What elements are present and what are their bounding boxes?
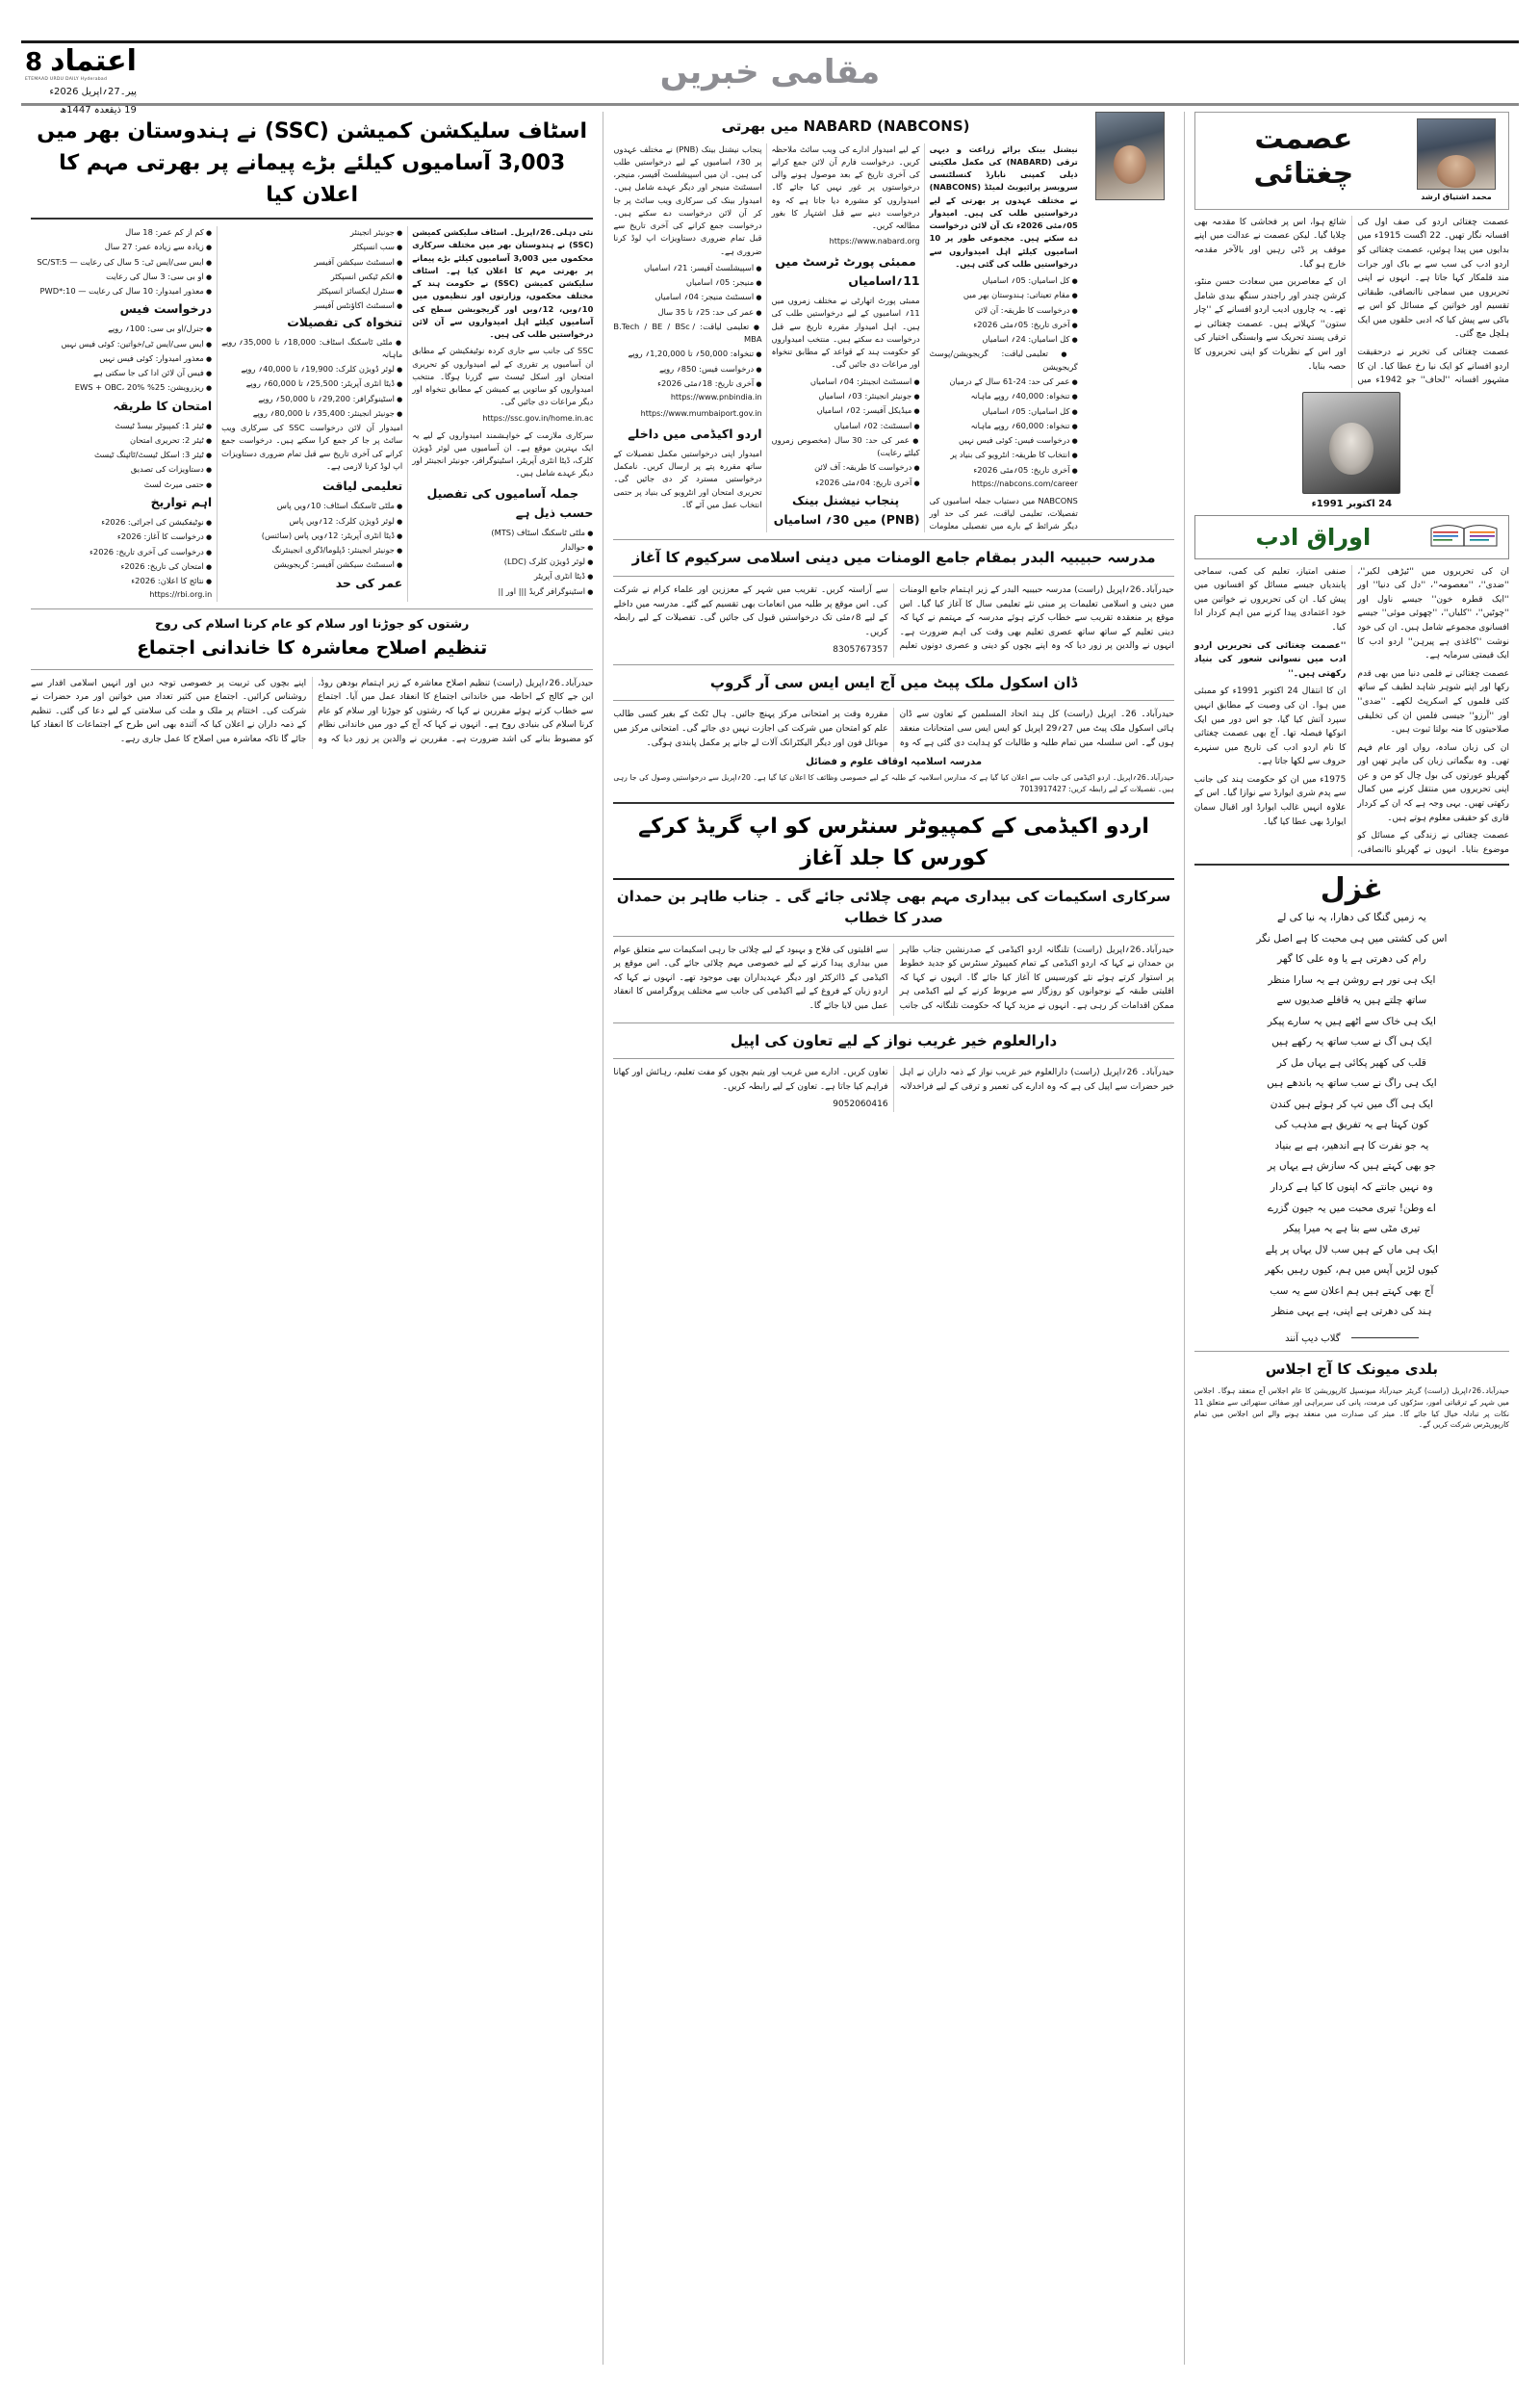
ismat-body-bottom: [1194, 565, 1509, 858]
ssc-para-1: سرکاری ملازمت کے خواہشمند امیدواروں کے لیے یہ ایک بہترین موقع ہے۔ ان آسامیوں میں لوئر ڈویژن کلرک، ڈیٹا انٹری آپریٹر، اسٹینوگرافر، جونیئر انجینئر اور دیگر عہدے شامل ہیں۔: [412, 429, 594, 479]
ismat-para-1: عصمت چغتائی کی تخریر نے درحقیقت اردو افسانے کو ایک نیا رخ عطا کیا۔ ان کا مشہور افسانہ ''لحاف'' جو 1942ء میں شائع ہوا، اس پر فحاشی کا مقدمہ بھی چلایا گیا۔ لیکن عصمت نے عدالت میں اپنے موقف پر ڈٹی رہیں اور بالآخر مقدمہ خارج ہو گیا۔: [1194, 217, 1509, 386]
madrasa-headline: مدرسہ حبیبیہ البدر بمقام جامع الومنات میں دینی اسلامی سرکیوم کا آغاز: [631, 549, 1156, 567]
ssc-headline: اسٹاف سلیکشن کمیشن (SSC) نے ہندوستان بھر میں 3,003 آسامیوں کیلئے بڑے پیمانے پر بھرتی مہم کا اعلان کیا: [37, 119, 588, 207]
age-heading: عمر کی حد: [335, 575, 403, 590]
salary-item: ● ڈیٹا انٹری آپریٹر: 25,500؍ تا 60,000؍ روپے: [221, 377, 402, 390]
ghazal-line: ہند کی دھرتی ہے اپنی، ہے یہی منظر: [1271, 1306, 1432, 1318]
ghazal-line: ایک ہی آگ نے سب ساتھ یہ رکھے ہیں: [1271, 1036, 1432, 1048]
ismat-para-2: ان کے معاصرین میں سعادت حسن منٹو، کرشن چندر اور راجندر سنگھ بیدی شامل تھے۔ یہ چاروں ادیب اردو افسانے کے ''چار ستون'' کہلاتے ہیں۔ عصمت چغتائی نے ترقی پسند تحریک سے وابستگی اختیار کی اور اس کے نظریات کو اپنی تحریروں کا حصہ بنایا۔: [1194, 277, 1347, 372]
reform-body-text: حیدرآباد۔26؍اپریل (راست) تنظیم اصلاح معاشرہ کے زیر اہتمام بودھن روڈ، این جے کالج کے احاطہ میں خاندانی اجتماع کا انعقاد عمل میں آیا۔ اجتماع سے خطاب کرتے ہوئے مقررین نے کہا کہ رشتوں کو جوڑنا اور سلام کو عام کرنا اسلام کی بنیادی روح ہے۔ انہوں نے کہا کہ آج کے دور میں خاندانی نظام کو مضبوط بنانے کی اشد ضرورت ہے۔ مقررین نے والدین پر زور دیا کہ وہ اپنے بچوں کی تربیت پر خصوصی توجہ دیں اور انہیں اسلامی اقدار سے روشناس کرائیں۔ اجتماع میں کثیر تعداد میں خواتین اور مرد حضرات نے شرکت کی۔ اختتام پر ملک و ملت کی سلامتی کے لیے دعا کی گئی۔ تنظیم کے ذمہ داران نے اعلان کیا کہ آئندہ بھی اس طرح کے اجتماعات کا انعقاد کیا جائے گا تاکہ معاشرہ میں اصلاح کا عمل جاری رہے۔: [31, 678, 594, 744]
fee-item: ● ریزرویشن: 25% EWS + OBC، 20%: [31, 381, 212, 394]
ghazal-line: تیری مٹی سے بنا ہے یہ میرا پیکر: [1283, 1223, 1421, 1235]
salary-list: [221, 336, 402, 421]
nabard-bullet: ● انتخاب کا طریقہ: انٹرویو کی بنیاد پر: [930, 449, 1078, 461]
oraq-adab-text: اوراق ادب: [1255, 523, 1372, 551]
pnb-bullet: ● درخواست فیس: 850؍ روپے: [613, 363, 761, 375]
ghazal-line: وہ نہیں جانتے کہ اپنوں کا کیا ہے کردار: [1270, 1181, 1433, 1193]
page-number: 8: [25, 48, 43, 77]
pnb-body: پنجاب نیشنل بینک (PNB) نے مختلف عہدوں پر 30؍ اسامیوں کے لیے درخواستیں طلب کی ہیں۔ ان میں اسپیشلسٹ آفیسر، منیجر، اسسٹنٹ منیجر اور دیگر عہدے شامل ہیں۔ امیدوار بینک کی سرکاری ویب سائٹ پر جا کر آن لائن درخواست دے سکتے ہیں۔ درخواست جمع کرانے کی آخری تاریخ سے قبل تمام ضروری دستاویزات اپ لوڈ کرنا ضروری ہے۔: [613, 143, 762, 256]
masthead: [21, 40, 1519, 116]
ismat-para-0: عصمت چغتائی اردو کی صف اول کی افسانہ نگار تھیں۔ 22 اگست 1915ء میں بدایوں میں پیدا ہوئیں، عصمت چغتائی کو اردو ادب کی سب سے بے باک اور جرات مند قلمکار کہا جاتا ہے۔ انہوں نے اپنی تحریروں میں سماجی ناانصافی، طبقاتی تقسیم اور خواتین کے مسائل کو اس بے باکی سے پیش کیا کہ ادبی حلقوں میں ایک ہلچل مچ گئی۔: [1357, 217, 1509, 340]
brand-subtitle: ETEMAAD URDU DAILY Hyderabad: [25, 77, 108, 82]
port-body: ممبئی پورٹ اتھارٹی نے مختلف زمروں میں 11؍ اسامیوں کے لیے درخواستیں طلب کی ہیں۔ اہل امیدوار مقررہ تاریخ سے قبل درخواست دے سکتے ہیں۔ منتخب امیدواروں کو حکومت ہند کے قواعد کے مطابق تنخواہ اور مراعات دی جائیں گی۔: [771, 296, 920, 370]
exam-item: ● ٹیئر 1: کمپیوٹر بیسڈ ٹیسٹ: [31, 420, 212, 432]
nabard-subheading: NABARD (NABCONS) میں بھرتی: [721, 117, 970, 135]
urdu-academy-headline: اردو اکیڈمی کے کمپیوٹر سنٹرس کو اپ گریڈ کرکے کورس کا جلد آغاز: [613, 811, 1173, 880]
ghazal-line: اس کی کشتی میں ہی محبت کا ہے اصل نگر: [1256, 932, 1448, 945]
date-item: ● نوٹیفکیشن کی اجرائی: 2026ء: [31, 516, 212, 529]
dates-list: [31, 516, 212, 587]
vacancy-item: ● سنٹرل ایکسائز انسپکٹر: [221, 285, 402, 298]
vacancy-item: ● سب انسپکٹر: [221, 241, 402, 253]
column-right: [21, 112, 603, 2365]
dawn-body: [613, 708, 1173, 752]
ismat-portrait-caption: 24 اکتوبر 1991ء: [1311, 498, 1393, 509]
oraq-adab-logo: [1194, 515, 1509, 559]
ghazal-line: آج بھی کہتے ہیں ہم اعلان سے یہ سب: [1270, 1284, 1434, 1297]
ssc-para-0: SSC کی جانب سے جاری کردہ نوٹیفکیشن کے مطابق ان آسامیوں پر تقرری کے لیے امیدواروں کو تحریری امتحان اور اسکل ٹیسٹ سے گزرنا ہوگا۔ منتخب امیدواروں کو ساتویں پے کمیشن کے مطابق تنخواہ اور دیگر مراعات دی جائیں گی۔: [412, 346, 594, 407]
edu-heading: تعلیمی لیاقت: [322, 479, 403, 494]
nabard-photo-wrap: [1086, 112, 1174, 200]
date-item: ● نتائج کا اعلان: 2026ء: [31, 575, 212, 587]
darul-uloom-body-text: حیدرآباد۔ 26؍اپریل (راست) دارالعلوم خیر غریب نواز کے ذمہ داران نے اہل خیر حضرات سے اپیل کی ہے کہ وہ ادارے کی تعمیر و ترقی کے لیے فراخدلانہ تعاون کریں۔ ادارے میں غریب اور یتیم بچوں کو مفت تعلیم، رہائش اور کھانا فراہم کیا جاتا ہے۔ تعاون کے لیے رابطہ کریں۔: [613, 1068, 1174, 1092]
madrasa-contact[interactable]: 8305767357: [833, 645, 888, 656]
ssc-body: [31, 226, 593, 602]
reform-body: [31, 677, 593, 749]
author-photo-wrap: [1412, 118, 1501, 203]
port-bullet: ● میڈیکل آفیسر: 02؍ اسامیاں: [772, 404, 920, 417]
pnb-bullet: ● آخری تاریخ: 18؍مئی 2026ء: [613, 377, 761, 390]
ismat-para-6: عصمت چغتائی نے زندگی کے مسائل کو موضوع بنایا۔ انہوں نے گھریلو ناانصافی، صنفی امتیاز، تعلیم کی کمی، سماجی پابندیاں جیسے مسائل کو افسانوں میں پیش کیا۔ ان کی تحریروں نے خواتین میں خود اعتمادی پیدا کرنے میں اہم کردار ادا کیا۔: [1194, 566, 1509, 855]
pnb-bullet: ● عمر کی حد: 25؍ تا 35 سال: [613, 306, 761, 319]
age-item: ● زیادہ سے زیادہ عمر: 27 سال: [31, 241, 212, 253]
nabcons-url[interactable]: https://nabcons.com/career: [971, 479, 1078, 488]
vacancy-item: ● حوالدار: [412, 541, 593, 554]
academy-sec-heading: اردو اکیڈمی میں داخلے: [628, 426, 762, 441]
exam-heading: امتحان کا طریقہ: [113, 398, 213, 413]
author-photo: [1417, 118, 1496, 190]
madrasa2-body: حیدرآباد۔26؍اپریل۔ اردو اکیڈمی کی جانب سے اعلان کیا گیا ہے کہ مدارس اسلامیہ کے طلبہ کے لیے خصوصی وظائف کا اعلان کیا گیا ہے۔ 20؍اپریل سے درخواستیں وصول کی جا رہی ہیں۔ تفصیلات کے لیے رابطہ کریں: 7013917427: [613, 773, 1174, 793]
dawn-body-text: حیدرآباد۔ 26۔ اپریل (راست) کل ہند اتحاد المسلمین کے تعاون سے ڈان ہائی اسکول ملک پیٹ میں 27؍29 اپریل کو ایس ایس سی امتحانات منعقد ہوں گے۔ اس سلسلہ میں تمام طلبہ و طالبات کو ہدایت دی گئی ہے کہ وہ مقررہ وقت پر امتحانی مرکز پہنچ جائیں۔ ہال ٹکٹ کے بغیر کسی طالب علم کو امتحان میں شرکت کی اجازت نہیں دی جائے گی۔ امتحانی مرکز میں موبائل فون اور دیگر الیکٹرانک آلات لے جانے پر مکمل پابندی ہوگی۔: [613, 710, 1174, 748]
ismat-para-5: ان کی زبان سادہ، رواں اور عام فہم تھی۔ وہ بیگماتی زبان کی ماہر تھیں اور گھریلو عورتوں کی بول چال کو من و عن اپنی تحریروں میں منتقل کرنے میں کمال رکھتی تھیں۔ یہی وجہ ہے کہ ان کے کردار قاری کو حقیقی معلوم ہوتے ہیں۔: [1357, 742, 1509, 823]
rbi-url[interactable]: https://rbi.org.in: [149, 590, 213, 600]
fee-item: ● فیس آن لائن ادا کی جا سکتی ہے: [31, 367, 212, 379]
ghazal-line: ساتھ چلتے ہیں یہ قافلے صدیوں سے: [1276, 995, 1427, 1007]
municipal-body: حیدرآباد۔26؍اپریل (راست) گریٹر حیدرآباد میونسپل کارپوریشن کا عام اجلاس آج منعقد ہوگا۔ اجلاس میں شہر کے ترقیاتی امور، سڑکوں کی مرمت، پانی کی سربراہی اور صفائی ستھرائی سے متعلق 11 نکات پر تبادلہ خیال کیا جائے گا۔ میئر کی صدارت میں منعقد ہونے والے اس اجلاس میں تمام کارپوریٹرس شرکت کریں گے۔: [1194, 1386, 1509, 1430]
nabard-bullet: ● تنخواہ: 40,000؍ روپے ماہانہ: [930, 390, 1078, 402]
ssc-intro: نئی دہلی۔26؍اپریل۔ اسٹاف سلیکشن کمیشن (SSC) نے ہندوستان بھر میں مختلف سرکاری محکموں میں 3,003 آسامیوں کیلئے بڑے پیمانے پر بھرتی مہم کا اعلان کیا ہے۔ اسٹاف سلیکشن کمیشن (SSC) نے حکومت ہند کے مختلف محکموں، وزارتوں اور تنظیموں میں 10؍ویں، 12؍ویں اور گریجویشن سطح کی آسامیوں کیلئے اہل امیدواروں سے آن لائن درخواستیں طلب کی ہیں۔: [412, 227, 594, 340]
nabard-bullets: [930, 274, 1078, 477]
ismat-para-7: ان کا انتقال 24 اکتوبر 1991ء کو ممبئی میں ہوا۔ ان کی وصیت کے مطابق انہیں سپرد آتش کیا گیا، جو اس دور میں ایک انوکھا فیصلہ تھا۔ آج بھی عصمت چغتائی کا نام اردو ادب کی تاریخ میں سنہرے حروف سے لکھا جاتا ہے۔: [1194, 686, 1347, 767]
port-bullet: ● جونیئر انجینئر: 03؍ اسامیاں: [772, 390, 920, 402]
age-item: ● ایس سی/ایس ٹی: 5 سال کی رعایت — SC/ST:5: [31, 256, 212, 269]
age-item: ● معذور امیدوار: 10 سال کی رعایت — PWD*:10: [31, 285, 212, 298]
ismat-quote: ''عصمت چغتائی کی تحریریں اردو ادب میں نسوانی شعور کی بنیاد رکھتی ہیں۔'': [1194, 640, 1347, 679]
urdu-academy-subheadline: سرکاری اسکیمات کی بیداری مہم بھی چلائی جائے گی ۔ جناب طاہر بن حمدان صدر کا خطاب: [616, 887, 1171, 927]
official-photo: [1095, 112, 1165, 200]
nabard-bullet: ● تعلیمی لیاقت: گریجویشن/پوسٹ گریجویشن: [930, 348, 1078, 374]
age-list: [31, 226, 212, 298]
ghazal-line: ایک ہی ماں کے ہیں سب لال یہاں پر پلے: [1265, 1243, 1438, 1255]
nabard-bullet: ● آخری تاریخ: 05؍مئی 2026ء: [930, 319, 1078, 331]
ghazal-line: کون کہتا ہے یہ تفریق ہے مذہب کی: [1274, 1119, 1429, 1131]
date-item: ● درخواست کا آغاز: 2026ء: [31, 531, 212, 543]
nabard-bullet: ● آخری تاریخ: 05؍مئی 2026ء: [930, 464, 1078, 477]
pnb-heading: پنجاب نیشنل بینک (PNB) میں 30؍ اسامیاں: [773, 492, 920, 527]
ghazal-lines: [1194, 908, 1509, 1322]
ghazal-line: ایک ہی نور ہے روشن ہے یہ سارا منظر: [1268, 973, 1436, 986]
port-bullets: [772, 375, 920, 489]
reform-headline: تنظیم اصلاح معاشرہ کا خاندانی اجتماع: [137, 637, 488, 660]
book-icon: [1429, 521, 1501, 554]
date-gregorian: پیر۔27؍اپریل 2026ء: [49, 87, 137, 97]
nabard-bullet: ● درخواست کا طریقہ: آن لائن: [930, 304, 1078, 317]
nabard-bullet: ● کل اسامیاں: 05؍ اسامیاں: [930, 274, 1078, 287]
ghazal-line: جو بھی کہتے ہیں کہ سازش ہے یہاں پر: [1267, 1160, 1436, 1173]
exam-list: [31, 420, 212, 491]
poet-rule: [1351, 1337, 1419, 1338]
ghazal-line: یہ زمیں گنگا کی دھارا، یہ نیا کی لے: [1276, 912, 1426, 924]
vacancy-item: ● انکم ٹیکس انسپکٹر: [221, 271, 402, 283]
column-left: [1185, 112, 1519, 2365]
darul-uloom-body: [613, 1066, 1173, 1112]
fee-heading: درخواست فیس: [119, 301, 213, 317]
port-bullet: ● اسسٹنٹ انجینئر: 04؍ اسامیاں: [772, 375, 920, 388]
ghazal-line: کیوں لڑیں آپس میں ہم، کیوں رہیں بکھر: [1265, 1264, 1439, 1277]
port-url[interactable]: https://www.mumbaiport.gov.in: [640, 409, 762, 419]
salary-item: ● لوئر ڈویژن کلرک: 19,900؍ تا 40,000؍ روپے: [221, 363, 402, 375]
nabard-bullet: ● عمر کی حد: 24-61 سال کے درمیان: [930, 375, 1078, 388]
pnb-bullet: ● تنخواہ: 50,000؍ تا 1,20,000؍ روپے: [613, 348, 761, 360]
exam-item: ● دستاویزات کی تصدیق: [31, 463, 212, 476]
ssc-official-url[interactable]: https://ssc.gov.in/home.in.ac: [482, 413, 594, 423]
content-grid: [21, 112, 1519, 2365]
ismat-article-header: [1194, 112, 1509, 210]
edu-item: ● جونیئر انجینئر: ڈپلوما/ڈگری انجینئرنگ: [221, 544, 402, 556]
salary-item: ● جونیئر انجینئر: 35,400؍ تا 80,000؍ روپے: [221, 407, 402, 420]
fee-item: ● جنرل/او بی سی: 100؍ روپے: [31, 323, 212, 335]
vacancy-item: ● لوئر ڈویژن کلرک (LDC): [412, 556, 593, 568]
dawn-headline: ڈان اسکول ملک پیٹ میں آج ایس ایس سی آر گروپ: [709, 673, 1078, 691]
nabard-url[interactable]: https://www.nabard.org: [829, 237, 920, 246]
ismat-para-4: عصمت چغتائی نے فلمی دنیا میں بھی قدم رکھا اور اپنے شوہر شاہد لطیف کے ساتھ کئی فلموں کے اسکرپٹ لکھے۔ ''ضدی'' اور ''آرزو'' جیسی فلمیں ان کی تخلیقی صلاحیتوں کا منہ بولتا ثبوت ہیں۔: [1357, 668, 1509, 736]
salary-item: ● اسٹینوگرافر: 29,200؍ تا 50,000؍ روپے: [221, 393, 402, 405]
nabard-bullet: ● کل اسامیاں: 24؍ اسامیاں: [930, 333, 1078, 346]
brand-name: اعتماد: [50, 44, 137, 78]
ghazal-line: یہ جو نفرت کا ہے اندھیر، ہے بے بنیاد: [1274, 1139, 1429, 1152]
ghazal-poet: گلاب دیپ آنند: [1285, 1333, 1341, 1344]
pnb-bullet: ● اسسٹنٹ منیجر: 04؍ اسامیاں: [613, 291, 761, 303]
ghazal-line: ایک ہی خاک سے اٹھے ہیں یہ سارے پیکر: [1267, 1015, 1436, 1027]
section-title: مقامی خبریں: [659, 53, 881, 91]
vacancy-item: ● ملٹی ٹاسکنگ اسٹاف (MTS): [412, 527, 593, 539]
municipal-headline: بلدی میونک کا آج اجلاس: [1265, 1359, 1438, 1378]
academy-sec-body: امیدوار اپنی درخواستیں مکمل تفصیلات کے ساتھ مقررہ پتے پر ارسال کریں۔ نامکمل درخواستیں مسترد کر دی جائیں گی۔ تحریری امتحان اور انٹرویو کی بنیاد پر حتمی انتخاب عمل میں آئے گا۔: [613, 448, 762, 509]
port-bullet: ● عمر کی حد: 30 سال (مخصوص زمروں کیلئے رعایت): [772, 434, 920, 460]
nabard-body-rest: NABCONS میں دستیاب جملہ اسامیوں کی تفصیلات، تعلیمی لیاقت، عمر کی حد اور دیگر شرائط کے بارے میں تفصیلی معلومات کے لیے امیدوار ادارے کی ویب سائٹ ملاحظہ کریں۔ درخواست فارم آن لائن جمع کرانے کی آخری تاریخ کے بعد موصول ہونے والی درخواستوں پر غور نہیں کیا جائے گا۔ امیدواروں کو مشورہ دیا جاتا ہے کہ وہ درخواست دینے سے قبل اشتہار کا بغور مطالعہ کریں۔: [771, 143, 1078, 531]
salary-item: ● ملٹی ٹاسکنگ اسٹاف: 18,000؍ تا 35,000؍ روپے ماہانہ: [221, 336, 402, 362]
darul-uloom-headline: دارالعلوم خیر غریب نواز کے لیے تعاون کی اپیل: [730, 1031, 1058, 1049]
vacancy-item: ● اسسٹنٹ سیکشن آفیسر: [221, 256, 402, 269]
nabard-bullet: ● درخواست فیس: کوئی فیس نہیں: [930, 434, 1078, 447]
column-middle: [603, 112, 1184, 2365]
fee-list: [31, 323, 212, 394]
age-item: ● کم از کم عمر: 18 سال: [31, 226, 212, 239]
pnb-bullet: ● تعلیمی لیاقت: B.Tech / BE / BSc / MBA: [613, 321, 761, 347]
pnb-bullets: [613, 262, 761, 390]
madrasa-body-text: حیدرآباد۔26؍اپریل (راست) مدرسہ حبیبیہ البدر کے زیر اہتمام جامع الومنات میں دینی و اسلامی تعلیمات پر مبنی نئے تعلیمی سال کا آغاز کیا گیا۔ اس موقع پر منعقدہ تقریب سے خطاب کرتے ہوئے مدرسہ کے مہتمم نے کہا کہ دینی تعلیم کے ساتھ ساتھ عصری تعلیم بھی وقت کی اہم ضرورت ہے۔ انہوں نے والدین پر زور دیا کہ وہ اپنے بچوں کو دینی و عصری دونوں تعلیم سے آراستہ کریں۔ تقریب میں شہر کے معززین اور علماء کرام نے شرکت کی۔ اس موقع پر طلبہ میں انعامات بھی تقسیم کیے گئے۔ مدرسہ میں داخلے کے لیے 8؍مئی تک درخواستیں قبول کی جائیں گی۔ تفصیلات کے لیے رابطہ کریں۔: [613, 584, 1174, 652]
ismat-portrait: [1302, 392, 1400, 494]
ghazal-line: ایک ہی راگ نے سب ساتھ یہ باندھے ہیں: [1267, 1077, 1437, 1090]
nabard-body: [613, 143, 1077, 533]
fee-item: ● معذور امیدوار: کوئی فیس نہیں: [31, 352, 212, 365]
ghazal-line: رام کی دھرتی ہے یا وہ علی کا گھر: [1277, 953, 1426, 966]
reform-sub: رشتوں کو جوڑنا اور سلام کو عام کرنا اسلام کی روح: [154, 616, 470, 632]
edu-item: ● اسسٹنٹ سیکشن آفیسر: گریجویشن: [221, 558, 402, 571]
port-bullet: ● آخری تاریخ: 04؍مئی 2026ء: [772, 477, 920, 489]
vacancy-item: ● ڈیٹا انٹری آپریٹر: [412, 570, 593, 582]
exam-item: ● ٹیئر 2: تحریری امتحان: [31, 434, 212, 447]
fee-item: ● ایس سی/ایس ٹی/خواتین: کوئی فیس نہیں: [31, 338, 212, 350]
port-bullet: ● درخواست کا طریقہ: آف لائن: [772, 461, 920, 474]
dawn-footer: مدرسہ اسلامیہ اوقاف علوم و فضائل: [806, 757, 983, 768]
ghazal-line: قلب کی کھیر پکائی ہے یہاں مل کر: [1276, 1056, 1426, 1069]
ssc-para-2: امیدوار آن لائن درخواست SSC کی سرکاری ویب سائٹ پر جا کر جمع کرا سکتے ہیں۔ درخواست جمع کرانے کی آخری تاریخ سے قبل تمام ضروری دستاویزات اپ لوڈ کرنا لازمی ہے۔: [221, 423, 403, 471]
edu-item: ● ملٹی ٹاسکنگ اسٹاف: 10؍ویں پاس: [221, 500, 402, 512]
ismat-body-top: [1194, 216, 1509, 388]
darul-uloom-contact[interactable]: 9052060416: [833, 1100, 888, 1110]
date-item: ● امتحان کی تاریخ: 2026ء: [31, 560, 212, 573]
edu-item: ● لوئر ڈویژن کلرک: 12؍ویں پاس: [221, 515, 402, 528]
nabard-bullet: ● مقام تعیناتی: ہندوستان بھر میں: [930, 289, 1078, 301]
nabard-bullet: ● تنخواہ: 60,000؍ روپے ماہانہ: [930, 420, 1078, 432]
ghazal-title: غزل: [1320, 872, 1383, 907]
ghazal-line: ایک ہی آگ میں تپ کر ہوئے ہیں کندن: [1270, 1098, 1434, 1110]
date-item: ● درخواست کی آخری تاریخ: 2026ء: [31, 546, 212, 558]
ismat-article-title: عصمت چغتائی: [1253, 122, 1354, 191]
port-bullet: ● اسسٹنٹ: 02؍ اسامیاں: [772, 420, 920, 432]
pnb-bullet: ● منیجر: 05؍ اسامیاں: [613, 276, 761, 289]
ghazal-line: اے وطن! تیری محبت میں یہ جیون گزرے: [1268, 1202, 1436, 1214]
exam-item: ● ٹیئر 3: اسکل ٹیسٹ/ٹائپنگ ٹیسٹ: [31, 449, 212, 461]
exam-item: ● حتمی میرٹ لسٹ: [31, 479, 212, 491]
ismat-para-8: 1975ء میں ان کو حکومت ہند کی جانب سے پدم شری ایوارڈ سے نوازا گیا۔ اس کے علاوہ انہیں غالب ایوارڈ اور اقبال سمان ایوارڈ بھی عطا کیا گیا۔: [1194, 774, 1347, 827]
author-caption: محمد اشتیاق ارشد: [1421, 193, 1492, 201]
port-heading: ممبئی پورٹ ٹرسٹ میں 11؍اسامیاں: [775, 254, 920, 289]
vacancy-item: ● اسٹینوگرافر گریڈ ||| اور ||: [412, 585, 593, 598]
ghazal-poet-line: [1194, 1329, 1509, 1344]
age-item: ● او بی سی: 3 سال کی رعایت: [31, 271, 212, 283]
madrasa-body: [613, 583, 1173, 658]
dates-heading: اہم تواریخ: [150, 494, 213, 509]
vacancy-item: ● جونیئر انجینئر: [221, 226, 402, 239]
edu-item: ● ڈیٹا انٹری آپریٹر: 12؍ویں پاس (سائنس): [221, 530, 402, 542]
date-hijri: 19 ذیقعدہ 1447ھ: [60, 104, 137, 116]
urdu-academy-body-text: حیدرآباد۔26؍اپریل (راست) تلنگانہ اردو اکیڈمی کے صدرنشین جناب طاہر بن حمدان نے کہا کہ اردو اکیڈمی کے تمام کمپیوٹر سنٹرس کو جدید خطوط پر استوار کرتے ہوئے نئے کورسیس کا آغاز کیا جائے گا۔ انہوں نے کہا کہ اقلیتی طبقہ کے نوجوانوں کو روزگار سے مربوط کرنے کے لیے اکیڈمی ہر ممکن اقدامات کر رہی ہے۔ انہوں نے مزید کہا کہ حکومت تلنگانہ کی جانب سے اقلیتوں کی فلاح و بہبود کے لیے چلائی جا رہی اسکیمات سے متعلق عوام میں بیداری پیدا کرنے کے لیے خصوصی مہم چلائی جائے گی۔ اس موقع پر اکیڈمی کے ڈائرکٹر اور دیگر عہدیداران بھی موجود تھے۔ انہوں نے کہا کہ اردو زبان کے فروغ کے لیے اکیڈمی کی جانب سے مختلف پروگرامس کا انعقاد عمل میں لایا جائے گا۔: [613, 945, 1174, 1011]
pnb-bullet: ● اسپیشلسٹ آفیسر: 21؍ اسامیاں: [613, 262, 761, 274]
salary-heading: تنخواہ کی تفصیلات: [287, 314, 403, 329]
edu-list: [221, 500, 402, 571]
nabard-bullet: ● کل اسامیاں: 05؍ اسامیاں: [930, 405, 1078, 418]
ismat-para-3: ان کی تحریروں میں ''ٹیڑھی لکیر''، ''ضدی''، ''معصومہ''، ''دل کی دنیا'' اور ''ایک قطرہ خون'' جیسے ناول اور ''چوٹیں''، ''کلیاں''، ''چھوئی موئی'' جیسے افسانوی مجموعے شامل ہیں۔ ان کی خود نوشت ''کاغذی ہے پیرہن'' اردو ادب کا ایک قیمتی سرمایہ ہے۔: [1357, 566, 1509, 661]
nabard-intro: نیشنل بینک برائے زراعت و دیہی ترقی (NABARD) کی مکمل ملکیتی ذیلی کمپنی نابارڈ کنسلٹنسی سرویسز پرائیویٹ لمیٹڈ (NABCONS) نے مختلف عہدوں پر بھرتی کے لیے درخواستیں طلب کی ہیں۔ امیدوار 05؍مئی 2026ء تک آن لائن درخواست دے سکتے ہیں۔ مجموعی طور پر 10 اسامیوں کیلئے اہل امیدواروں سے درخواستیں طلب کی گئی ہیں۔: [929, 143, 1078, 269]
vacancy-heading: جملہ آسامیوں کی تفصیل حسب ذیل ہے: [426, 485, 594, 520]
vacancy-item: ● اسسٹنٹ اکاؤنٹس آفیسر: [221, 299, 402, 312]
urdu-academy-body: [613, 944, 1173, 1016]
pnb-url[interactable]: https://www.pnbindia.in: [670, 393, 762, 402]
